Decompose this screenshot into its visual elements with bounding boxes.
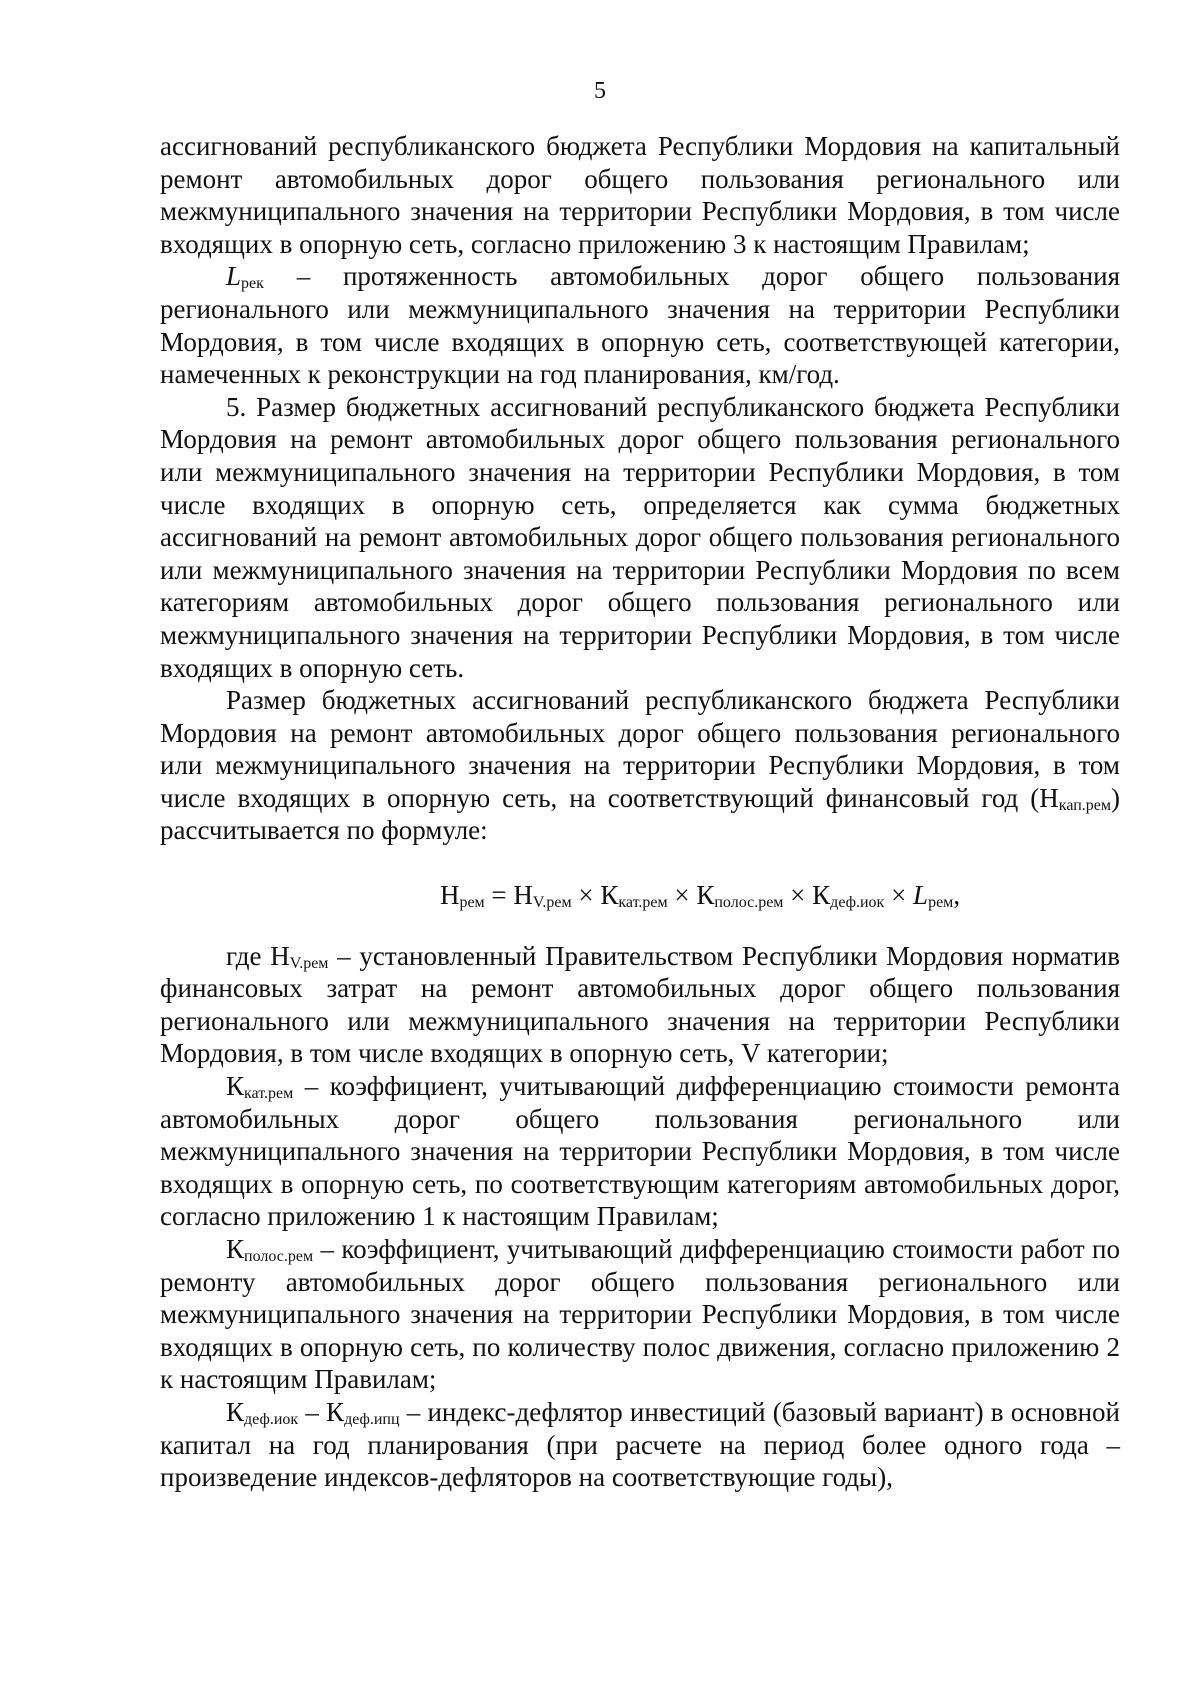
page-number: 5 [594,78,606,104]
symbol-l: L [226,261,242,292]
subscript-v-rem: V.рем [289,954,329,972]
definition-lead: К [226,1396,245,1427]
definition-lead: К [226,1071,245,1102]
paragraph-section-5 [160,391,1120,684]
definition-text: – установленный Правительством Республики Мордовия норматив финансовых затрат на ремонт автомобильных дорог общего пользования регионального или межмуниципального значения на территории Республики Мордовия, в том числе входящих в опорную сеть, V категории; [160,940,1120,1069]
formula-sub-kat-rem: кат.рем [618,894,668,912]
definition-text: – протяженность автомобильных дорог общего пользования регионального или межмуниципального значения на территории Республики Мордовия, в том числе входящих в опорную сеть, соответствующей категории, намеченных к реконструкции на год планирования, км/год. [160,261,1120,390]
paragraph-budget-size [160,684,1120,847]
formula-k3: × К [783,880,831,911]
definition-lead: К [226,1234,245,1264]
subscript-rek: рек [241,275,264,293]
formula-h-rem [160,879,1120,912]
definition-l-rek [160,260,1120,390]
paragraph-assignments-continuation [160,130,1120,260]
paragraph-text: 5. Размер бюджетных ассигнований республиканского бюджета Республики Мордовия на ремонт автомобильных дорог общего пользования регионального или межмуниципального значения на территории Республики Мордовия, в том числе входящих в опорную сеть, определяется как сумма бюджетных ассигнований на ремонт автомобильных дорог общего пользования регионального или межмуниципального значения на территории Республики Мордовия по всем категориям автомобильных дорог общего пользования регионального или межмуниципального значения на территории Республики Мордовия, в том числе входящих в опорную сеть. [160,391,1120,683]
formula-sub-polos-rem: полос.рем [714,894,784,912]
definition-k-polos-rem [160,1233,1120,1396]
definition-text: – коэффициент, учитывающий дифференциацию стоимости работ по ремонту автомобильных дорог общего пользования регионального или межмуниципального значения на территории Республики Мордовия, в том числе входящих в опорную сеть, по количеству полос движения, согласно приложению 2 к настоящим Правилам; [160,1234,1120,1395]
definition-k-def-iok [160,1396,1120,1494]
definition-text: – коэффициент, учитывающий дифференциацию стоимости ремонта автомобильных дорог общего пользования регионального или межмуниципального значения на территории Республики Мордовия, в том числе входящих в опорную сеть, по соответствующим категориям автомобильных дорог, согласно приложению 1 к настоящим Правилам; [160,1071,1120,1232]
subscript-def-ipc: деф.ипц [344,1410,400,1428]
formula-end: , [953,880,961,911]
formula-l: L [913,880,929,911]
formula-sub-l-rem: рем [928,894,954,912]
formula-k1: × К [571,880,619,911]
formula-k2: × К [667,880,715,911]
formula-sub-rem: рем [459,894,485,912]
definition-text: – индекс-дефлятор инвестиций (базовый вариант) в основной капитал на год планирования (при расчете на период более одного года – произведение индексов-дефляторов на соответствующие годы), [160,1396,1120,1493]
definition-k-kat-rem [160,1070,1120,1233]
paragraph-tail: ) рассчитывается по формуле: [160,782,1120,846]
subscript-kap-rem: кап.рем [1058,796,1111,814]
subscript-kat-rem: кат.рем [244,1085,294,1103]
definition-lead: где Н [226,940,290,971]
definition-h-v-rem [160,940,1120,1070]
definition-mid: – К [298,1396,345,1427]
formula-sub-v-rem: V.рем [532,894,572,912]
paragraph-text: ассигнований республиканского бюджета Республики Мордовия на капитальный ремонт автомобильных дорог общего пользования регионального или межмуниципального значения на территории Республики Мордовия, в том числе входящих в опорную сеть, согласно приложению 3 к настоящим Правилам; [160,131,1120,259]
formula-sub-def-iok: деф.иок [830,894,885,912]
formula-mul: × [884,880,914,911]
document-body [160,130,1120,1494]
subscript-def-iok: деф.иок [244,1410,299,1428]
formula-h: Н [439,880,460,911]
formula-eq: = Н [484,880,533,911]
paragraph-text: Размер бюджетных ассигнований республиканского бюджета Республики Мордовия на ремонт автомобильных дорог общего пользования регионального или межмуниципального значения на территории Республики Мордовия, в том числе входящих в опорную сеть, на соответствующий финансовый год (Н [160,685,1120,813]
subscript-polos-rem: полос.рем [244,1248,314,1265]
